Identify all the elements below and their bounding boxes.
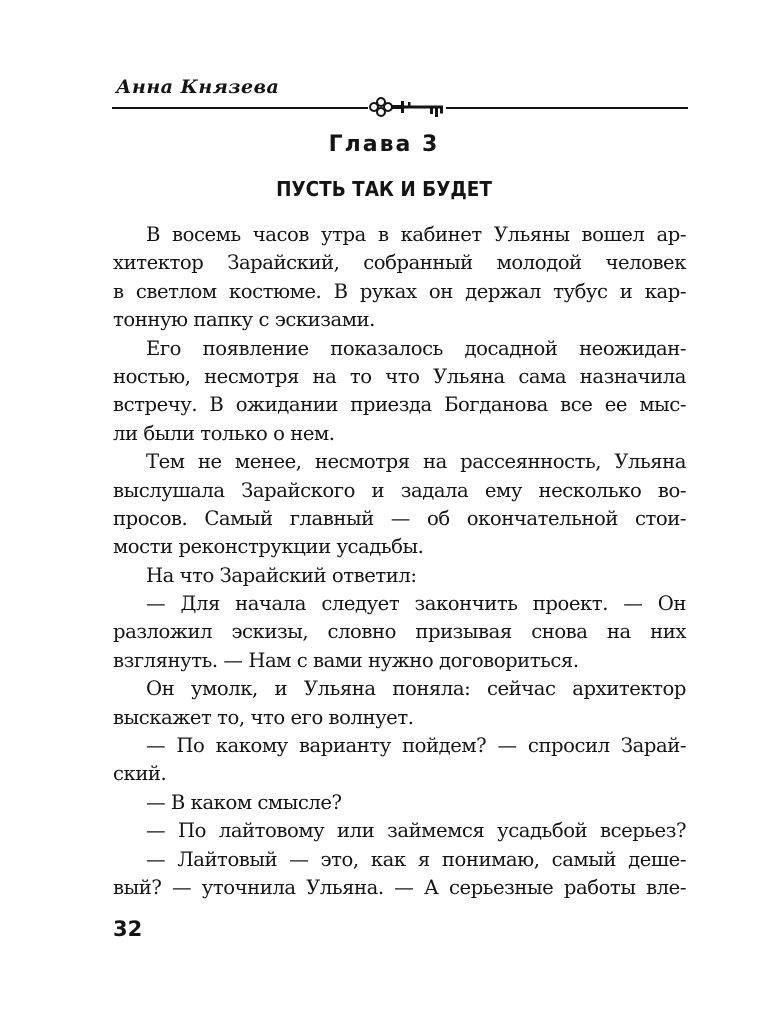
text-line: хитектор Зарайский, собранный молодой человек — [113, 251, 686, 275]
text-line: тонную папку с эскизами. — [113, 308, 375, 332]
text-line: разложил эскизы, словно призывая снова на них — [113, 620, 686, 644]
page-number: 32 — [113, 917, 143, 941]
text-line: ли были только о нем. — [113, 421, 335, 445]
text-line: встречу. В ожидании приезда Богданова все ее мыс- — [113, 393, 686, 417]
text-line: в светлом костюме. В руках он держал тубус и кар- — [113, 279, 686, 303]
text-line: вый? — уточнила Ульяна. — А серьезные работы вле- — [113, 875, 686, 899]
chapter-title: ПУСТЬ ТАК И БУДЕТ — [276, 177, 492, 201]
text-line: — Для начала следует закончить проект. — Он — [146, 592, 686, 616]
text-line: — По какому варианту пойдем? — спросил Зарай- — [146, 734, 686, 758]
text-line: взглянуть. — Нам с вами нужно договориться. — [113, 648, 579, 672]
text-line: ский. — [113, 762, 167, 786]
text-line: ностью, несмотря на то что Ульяна сама назначила — [113, 364, 686, 388]
text-line: Его появление показалось досадной неожидан- — [146, 336, 686, 360]
text-line: На что Зарайский ответил: — [146, 563, 417, 587]
key-ornament-icon — [368, 95, 446, 119]
text-line: — По лайтовому или займемся усадьбой всерьез? — [146, 819, 686, 843]
text-line: Он умолк, и Ульяна поняла: сейчас архитектор — [146, 677, 686, 701]
text-line: выскажет то, что его волнует. — [113, 705, 414, 729]
text-line: выслушала Зарайского и задала ему несколько во- — [113, 478, 686, 502]
text-line: Тем не менее, несмотря на рассеянность, Ульяна — [146, 450, 686, 474]
text-line: В восемь часов утра в кабинет Ульяны вошел ар- — [146, 223, 686, 246]
text-line: мости реконструкции усадьбы. — [113, 535, 424, 559]
text-line: — В каком смысле? — [146, 790, 342, 814]
body-text — [113, 221, 686, 902]
chapter-number: Глава 3 — [328, 132, 440, 157]
text-line: просов. Самый главный — об окончательной стои- — [113, 506, 686, 530]
text-line: — Лайтовый — это, как я понимаю, самый деше- — [146, 847, 686, 871]
running-head-author: Анна Князева — [116, 76, 280, 98]
